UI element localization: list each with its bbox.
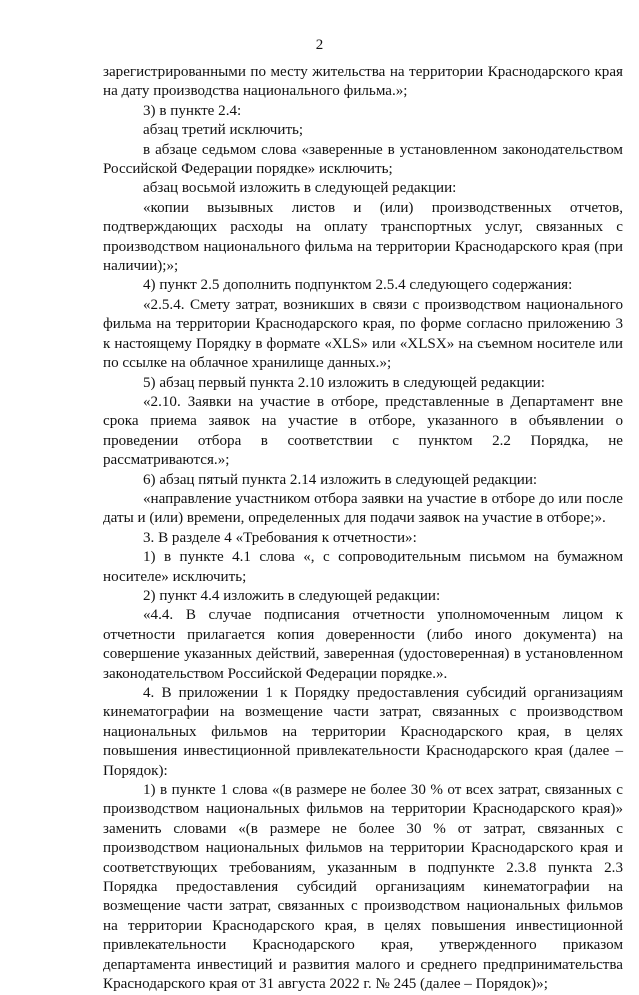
paragraph-abzac-8: абзац восьмой изложить в следующей редакции: bbox=[143, 180, 457, 197]
paragraph-quote-2-10: «2.10. Заявки на участие в отборе, представленные в Департамент вне срока приема заявок на участие в отборе, указанного в объявлении о проведении отбора в соответствии с пунктом 2.2 Порядка, не рассматриваются.»; bbox=[103, 393, 623, 469]
paragraph-item-6: 6) абзац пятый пункта 2.14 изложить в следующей редакции: bbox=[143, 471, 538, 488]
paragraph-section-4-item-1: 1) в пункте 4.1 слова «, с сопроводительным письмом на бумажном носителе» исключить; bbox=[103, 549, 623, 585]
paragraph-item-4: 4) пункт 2.5 дополнить подпунктом 2.5.4 следующего содержания: bbox=[143, 277, 573, 294]
paragraph-appendix-item-1: 1) в пункте 1 слова «(в размере не более 30 % от всех затрат, связанных с производством национальных фильмов на территории Краснодарского края)» заменить словами «(в размере не более 30 % от затрат, связанных с производством национальных фильмов на территории Краснодарского края и соответствующих требованиям, указанным в подпункте 2.3.8 пункта 2.3 Порядка предоставления субсидий организациям кинематографии на возмещение части затрат, связанных с производством национальных фильмов на территории Краснодарского края, в целях повышения инвестиционной привлекательности Краснодарского края, утвержденного приказом департамента инвестиций и развития малого и среднего предпринимательства Краснодарского края от 31 августа 2022 г. № 245 (далее – Порядок)»; bbox=[103, 782, 623, 993]
paragraph-abzac-7: в абзаце седьмом слова «заверенные в установленном законодательством Российской Федерации порядке» исключить; bbox=[103, 141, 623, 178]
paragraph-section-4-item-2: 2) пункт 4.4 изложить в следующей редакции: bbox=[143, 587, 441, 604]
paragraph-continuation: зарегистрированными по месту жительства на территории Краснодарского края на дату производства национального фильма.»; bbox=[103, 64, 623, 100]
paragraph-item-3: 3) в пункте 2.4: bbox=[143, 102, 242, 119]
paragraph-section-4: 3. В разделе 4 «Требования к отчетности»: bbox=[143, 529, 417, 546]
document-body bbox=[103, 63, 623, 995]
paragraph-appendix-1: 4. В приложении 1 к Порядку предоставления субсидий организациям кинематографии на возмещение части затрат, связанных с производством национальных фильмов на территории Краснодарского края, в целях повышения инвестиционной привлекательности Краснодарского края (далее – Порядок): bbox=[103, 685, 623, 779]
paragraph-quote-direction: «направление участником отбора заявки на участие в отборе до или после даты и (или) времени, определенных для подачи заявок на участие в отборе;». bbox=[103, 490, 623, 527]
paragraph-item-5: 5) абзац первый пункта 2.10 изложить в следующей редакции: bbox=[143, 374, 545, 391]
paragraph-abzac-3: абзац третий исключить; bbox=[143, 122, 304, 139]
paragraph-quote-4-4: «4.4. В случае подписания отчетности уполномоченным лицом к отчетности прилагается копия доверенности (либо иного документа) на совершение указанных действий, заверенная (удостоверенная) в установленном законодательством Российской Федерации порядке.». bbox=[103, 607, 623, 682]
paragraph-quote-2-5-4: «2.5.4. Смету затрат, возникших в связи с производством национального фильма на территории Краснодарского края, по форме согласно приложению 3 к настоящему Порядку в формате «XLS» или «XLSX» на съемном носителе или по ссылке на облачное хранилище данных.»; bbox=[103, 296, 623, 372]
page-number: 2 bbox=[315, 37, 324, 53]
paragraph-quote-copies: «копии вызывных листов и (или) производственных отчетов, подтверждающих расходы на оплату транспортных услуг, связанных с производством национального фильма на территории Краснодарского края (при наличии);»; bbox=[103, 199, 623, 275]
